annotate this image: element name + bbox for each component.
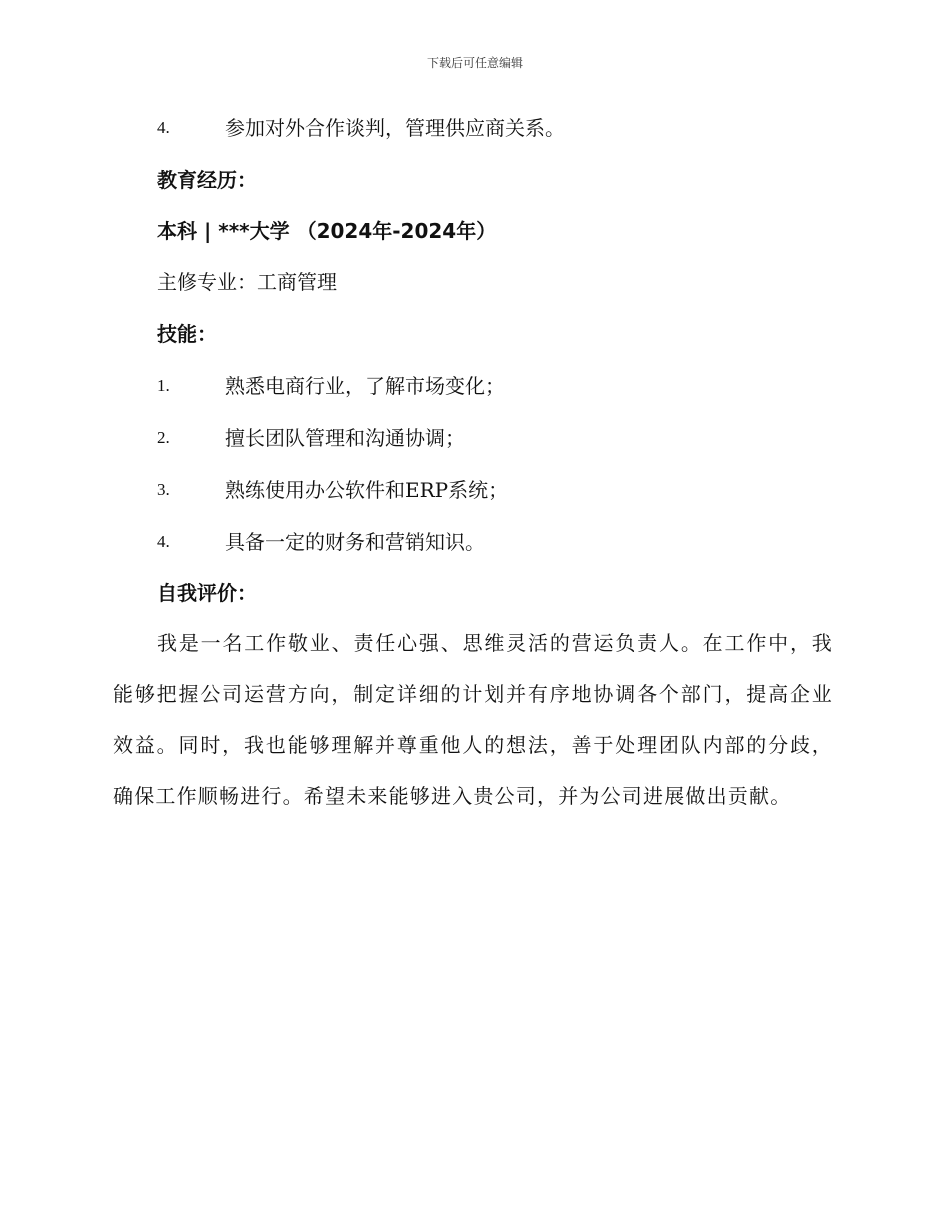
education-degree-line: 本科 | ***大学 （2024年-2024年） [157, 219, 497, 243]
skill-item-number: 3. [157, 480, 170, 499]
skills-heading: 技能： [157, 322, 217, 346]
skill-item-number: 4. [157, 532, 170, 551]
skill-item-text: 擅长团队管理和沟通协调； [225, 426, 465, 450]
experience-item-text: 参加对外合作谈判，管理供应商关系。 [225, 116, 565, 140]
skill-item-number: 2. [157, 428, 170, 447]
skill-item-text: 具备一定的财务和营销知识。 [225, 530, 485, 554]
self-eval-paragraph: 我是一名工作敬业、责任心强、思维灵活的营运负责人。在工作中，我能够把握公司运营方向，制定详细的计划并有序地协调各个部门，提高企业效益。同时，我也能够理解并尊重他人的想法，善于处理团队内部的分歧，确保工作顺畅进行。希望未来能够进入贵公司，并为公司进展做出贡献。 [113, 631, 833, 808]
skill-item-text: 熟悉电商行业，了解市场变化； [225, 374, 505, 398]
skill-item-text: 熟练使用办公软件和ERP系统； [225, 478, 509, 502]
page-header-note: 下载后可任意编辑 [426, 56, 523, 70]
education-major: 主修专业：工商管理 [157, 270, 337, 294]
skill-item-number: 1. [157, 376, 170, 395]
education-heading: 教育经历： [157, 168, 257, 192]
self-eval-heading: 自我评价： [157, 581, 257, 605]
experience-item-number: 4. [157, 118, 170, 137]
